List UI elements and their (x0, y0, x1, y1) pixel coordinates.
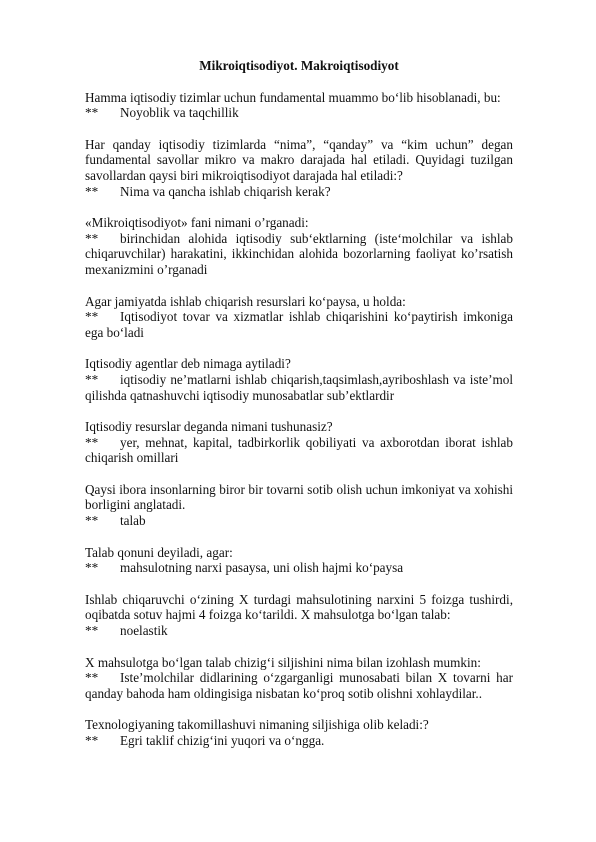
answer-marker: ** (85, 434, 99, 450)
answer-text: mahsulotning narxi pasaysa, uni olish hajmi ko‘paysa (120, 560, 404, 576)
answer-marker: ** (85, 183, 99, 199)
answer-text: noelastik (120, 623, 168, 639)
question-text: Qaysi ibora insonlarning biror bir tovarni sotib olish uchun imkoniyat va xohishi borligini anglatadi. (85, 481, 513, 513)
question-block (85, 717, 513, 748)
answer-text: Iqtisodiyot tovar va xizmatlar ishlab chiqarishini ko‘paytirish imkoniga ega bo‘ladi (85, 309, 513, 340)
answer-line (85, 513, 513, 529)
answer-marker: ** (85, 560, 99, 576)
answer-text: yer, mehnat, kapital, tadbirkorlik qobiliyati va axborotdan iborat ishlab chiqarish omillari (85, 434, 513, 466)
document-title: Mikroiqtisodiyot. Makroiqtisodiyot (199, 58, 399, 73)
question-text: Iqtisodiy agentlar deb nimaga aytiladi? (85, 356, 291, 372)
question-block (85, 655, 513, 702)
question-block (85, 592, 513, 639)
answer-text: birinchidan alohida iqtisodiy sub‘ektlarning (iste‘molchilar va ishlab chiqaruvchilar) harakatini, ikkinchidan alohida bozorlarning faoliyat ko’rsatish mexanizmini o’rganadi (85, 230, 513, 277)
question-block (85, 137, 513, 199)
answer-text: Noyoblik va taqchillik (120, 105, 239, 121)
question-block (85, 215, 513, 277)
answer-line (85, 105, 513, 121)
question-text: «Mikroiqtisodiyot» fani nimani o’rganadi: (85, 215, 309, 231)
answer-marker: ** (85, 670, 99, 686)
answer-text: Iste’molchilar didlarining o‘zgarganligi munosabati bilan X tovarni har qanday bahoda ham oldingisiga nisbatan ko‘proq sotib olishni xohlaydilar.. (85, 670, 513, 701)
answer-line (85, 733, 513, 749)
answer-line (85, 623, 513, 639)
question-text: X mahsulotga bo‘lgan talab chizig‘i siljishini nima bilan izohlash mumkin: (85, 654, 481, 670)
answer-marker: ** (85, 105, 99, 121)
answer-line (85, 435, 513, 466)
answer-text: Egri taklif chizig‘ini yuqori va o‘ngga. (120, 733, 325, 748)
answer-line (85, 670, 513, 701)
document-page (85, 58, 513, 765)
answer-text: talab (120, 513, 146, 529)
question-block (85, 482, 513, 529)
question-text: Har qanday iqtisodiy tizimlarda “nima”, “qanday” va “kim uchun” degan fundamental savollar mikro va makro darajada hal etiladi. Quyidagi tuzilgan savollardan qaysi biri mikroiqtisodiyot darajada hal etiladi:? (85, 136, 513, 183)
answer-marker: ** (85, 309, 99, 325)
question-text: Texnologiyaning takomillashuvi nimaning siljishiga olib keladi:? (85, 717, 429, 733)
answer-line (85, 560, 513, 576)
answer-text: Nima va qancha ishlab chiqarish kerak? (120, 183, 331, 199)
answer-line (85, 309, 513, 340)
question-block (85, 356, 513, 403)
answer-marker: ** (85, 733, 99, 748)
answer-marker: ** (85, 623, 99, 639)
question-text: Talab qonuni deyiladi, agar: (85, 544, 233, 560)
question-text: Hamma iqtisodiy tizimlar uchun fundamental muammo bo‘lib hisoblanadi, bu: (85, 89, 501, 105)
question-block (85, 294, 513, 341)
answer-line (85, 231, 513, 278)
answer-marker: ** (85, 513, 99, 529)
question-text: Iqtisodiy resurslar deganda nimani tushunasiz? (85, 419, 333, 435)
question-block (85, 90, 513, 121)
question-block (85, 419, 513, 466)
question-block (85, 545, 513, 576)
answer-marker: ** (85, 230, 99, 246)
question-text: Agar jamiyatda ishlab chiqarish resurslari ko‘paysa, u holda: (85, 293, 406, 309)
question-text: Ishlab chiqaruvchi o‘zining X turdagi mahsulotining narxini 5 foizga tushirdi, oqibatda sotuv hajmi 4 foizga ko‘tarildi. X mahsulotga bo‘lgan talab: (85, 591, 513, 623)
answer-line (85, 184, 513, 200)
answer-line (85, 372, 513, 403)
answer-marker: ** (85, 371, 99, 387)
answer-text: iqtisodiy ne’matlarni ishlab chiqarish,taqsimlash,ayriboshlash va iste’mol qilishda qatnashuvchi iqtisodiy munosabatlar sub’ektlardir (85, 371, 513, 403)
